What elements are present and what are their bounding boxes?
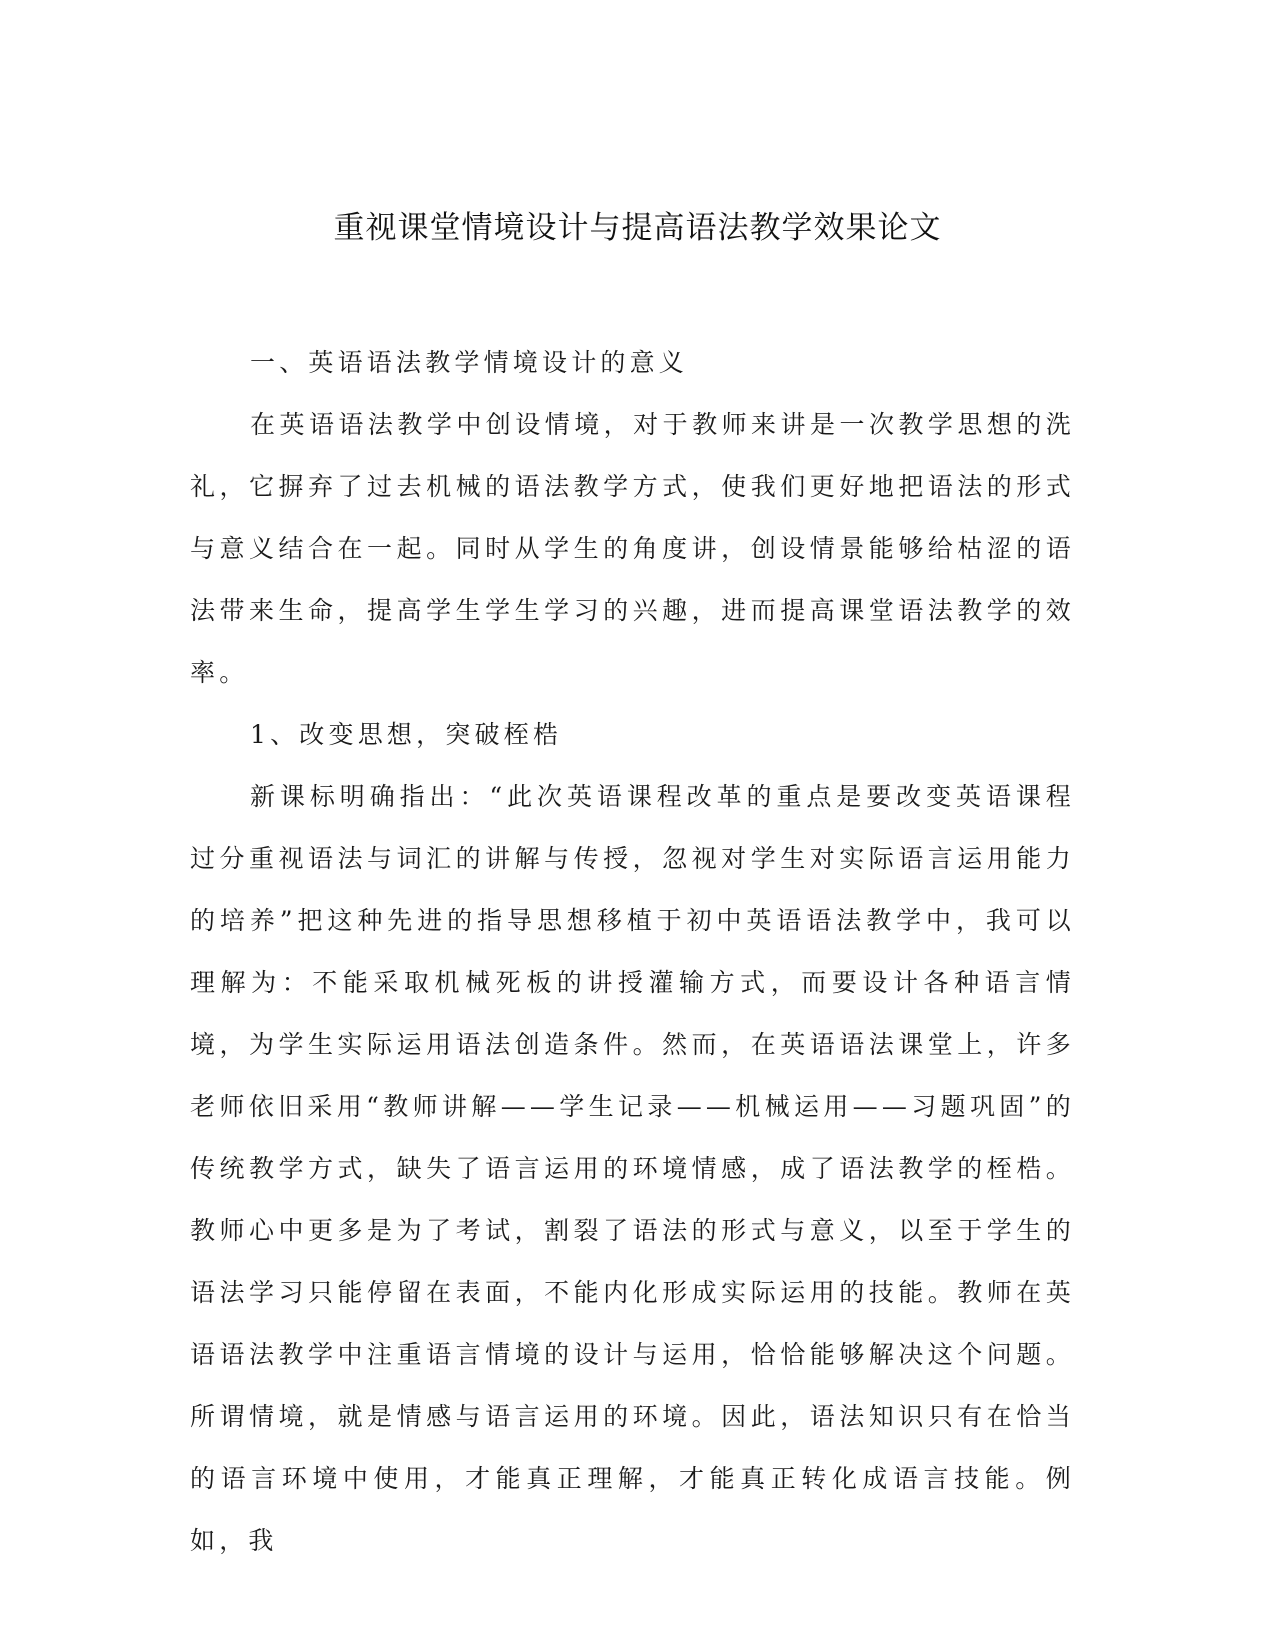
document-title: 重视课堂情境设计与提高语法教学效果论文 [333,210,942,246]
section-heading: 一、英语语法教学情境设计的意义 [250,348,689,377]
paragraph: 新课标明确指出：“此次英语课程改革的重点是要改变英语课程过分重视语法与词汇的讲解与传授，忽视对学生对实际语言运用能力的培养”把这种先进的指导思想移植于初中英语语法教学中，我可以理解为：不能采取机械死板的讲授灌输方式，而要设计各种语言情境，为学生实际运用语法创造条件。然而，在英语语法课堂上，许多老师依旧采用“教师讲解——学生记录——机械运用——习题巩固”的传统教学方式，缺失了语言运用的环境情感，成了语法教学的桎梏。教师心中更多是为了考试，割裂了语法的形式与意义，以至于学生的语法学习只能停留在表面，不能内化形成实际运用的技能。教师在英语语法教学中注重语言情境的设计与运用，恰恰能够解决这个问题。所谓情境，就是情感与语言运用的环境。因此，语法知识只有在恰当的语言环境中使用，才能真正理解，才能真正转化成语言技能。例如，我 [190,782,1075,1555]
subsection-heading: 1、改变思想，突破桎梏 [250,720,563,749]
document-body [190,332,1075,1572]
paragraph: 在英语语法教学中创设情境，对于教师来讲是一次教学思想的洗礼，它摒弃了过去机械的语法教学方式，使我们更好地把语法的形式与意义结合在一起。同时从学生的角度讲，创设情景能够给枯涩的语法带来生命，提高学生学生学习的兴趣，进而提高课堂语法教学的效率。 [190,410,1075,687]
